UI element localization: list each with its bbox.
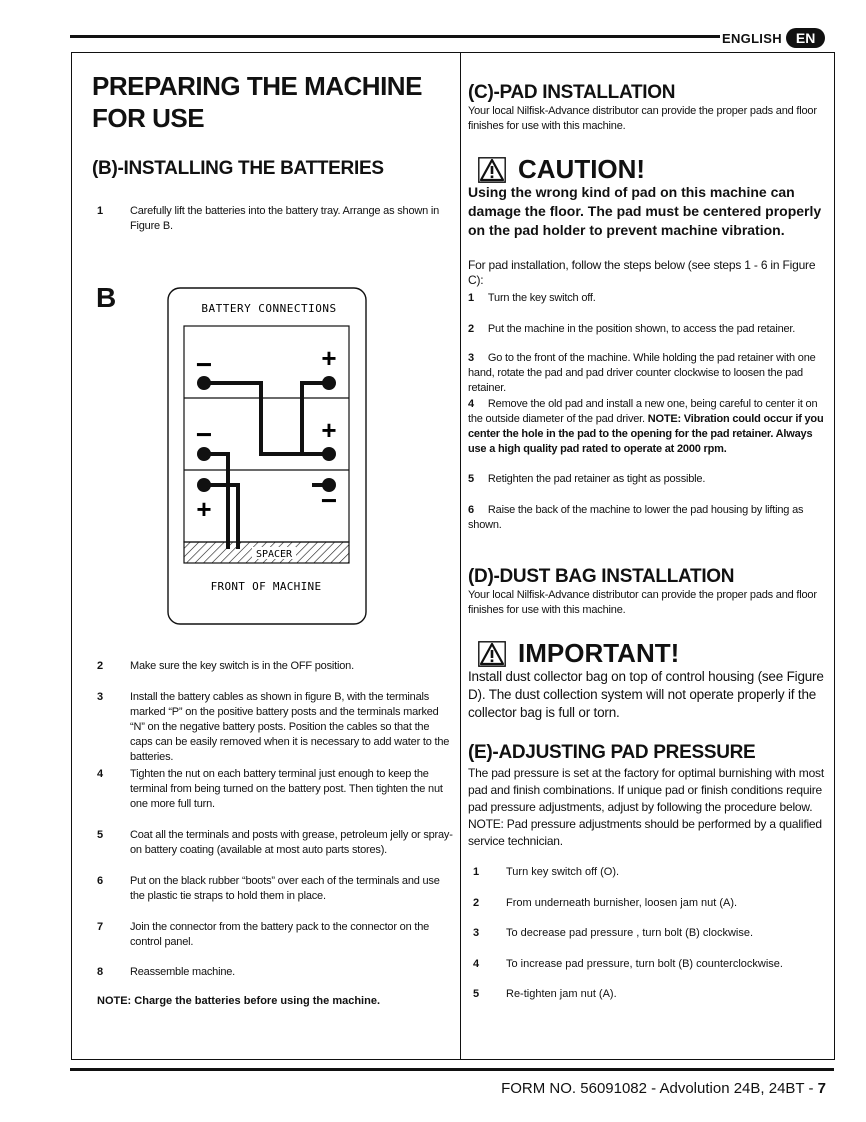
- positive-mark: +: [196, 494, 212, 524]
- step-text: Carefully lift the batteries into the battery tray. Arrange as shown in Figure B.: [130, 205, 440, 232]
- step-number: 4: [468, 398, 474, 410]
- important-text: Install dust collector bag on top of control housing (see Figure D). The dust collection system will not operate properly if the collector bag is full or torn.: [468, 669, 824, 720]
- battery-step: [97, 659, 453, 674]
- important-label: IMPORTANT!: [518, 638, 680, 668]
- caution-label: CAUTION!: [518, 154, 646, 184]
- negative-mark: −: [320, 485, 338, 516]
- bottom-rule: [70, 1068, 834, 1071]
- step-number: 5: [473, 988, 480, 1000]
- battery-step: [97, 690, 453, 765]
- step-number: 1: [473, 866, 480, 878]
- page-title-line2: FOR USE: [92, 103, 205, 133]
- warning-triangle-icon: [478, 157, 506, 183]
- step-number: 3: [473, 927, 480, 939]
- step-text: To increase pad pressure, turn bolt (B) counterclockwise.: [506, 958, 783, 970]
- figure-letter: B: [96, 282, 117, 313]
- step-number: 2: [468, 323, 474, 335]
- page-title-line1: PREPARING THE MACHINE: [92, 71, 422, 101]
- step-4-note: NOTE: Vibration could occur if you center the hole in the pad to the opening for the pad retainer. Always use a high quality pad rated to operate at 2000 rpm.: [468, 413, 824, 455]
- terminal-post: [197, 478, 211, 492]
- battery-connections-figure: [166, 286, 370, 626]
- battery-note: NOTE: Charge the batteries before using the machine.: [97, 995, 380, 1007]
- step-number: 6: [97, 875, 104, 887]
- step-text: Raise the back of the machine to lower the pad housing by lifting as shown.: [468, 504, 804, 531]
- language-label: ENGLISH: [722, 30, 782, 46]
- step-text: Turn key switch off (O).: [506, 866, 620, 878]
- pressure-step: [473, 987, 813, 1002]
- section-c-title: (C)-PAD INSTALLATION: [468, 82, 676, 103]
- important-heading: [478, 638, 679, 669]
- battery-step: [97, 767, 453, 812]
- step-text: Turn the key switch off.: [487, 292, 596, 304]
- section-e-title: (E)-ADJUSTING PAD PRESSURE: [468, 742, 756, 763]
- caution-text: Using the wrong kind of pad on this machine can damage the floor. The pad must be centered properly on the pad holder to prevent machine vibration.: [468, 184, 822, 238]
- step-text: Install the battery cables as shown in figure B, with the terminals marked “P” on the positive battery posts and the terminals marked “N” on the negative battery posts. Position the cables so that the caps can be easily removed when it is necessary to add water to the batteries.: [130, 691, 450, 763]
- step-number: 1: [97, 205, 104, 217]
- battery-step: [97, 828, 453, 858]
- step-number: 7: [97, 921, 104, 933]
- section-d-intro: Your local Nilfisk-Advance distributor can provide the proper pads and floor finishes for use with this machine.: [468, 589, 817, 616]
- pressure-step: [473, 865, 813, 880]
- battery-step: [97, 204, 453, 234]
- front-of-machine-label: FRONT OF MACHINE: [210, 580, 322, 593]
- section-d-title: (D)-DUST BAG INSTALLATION: [468, 566, 735, 587]
- step-text: Join the connector from the battery pack to the connector on the control panel.: [130, 921, 430, 948]
- pad-step: [468, 503, 824, 533]
- step-number: 4: [97, 768, 104, 780]
- step-text: Coat all the terminals and posts with grease, petroleum jelly or spray-on battery coating (available at most auto parts stores).: [130, 829, 453, 856]
- form-number: FORM NO. 56091082 - Advolution 24B, 24BT -: [501, 1080, 818, 1097]
- pressure-step: [473, 896, 813, 911]
- warning-triangle-icon: [478, 641, 506, 667]
- terminal-post: [322, 447, 336, 461]
- section-c-intro: Your local Nilfisk-Advance distributor can provide the proper pads and floor finishes for use with this machine.: [468, 105, 817, 132]
- page-title: [92, 70, 452, 134]
- terminal-post: [322, 376, 336, 390]
- pressure-step: [473, 926, 813, 941]
- step-text: Make sure the key switch is in the OFF position.: [130, 660, 354, 672]
- language-indicator: [722, 28, 825, 48]
- positive-mark: +: [321, 415, 337, 445]
- step-number: 3: [468, 352, 474, 364]
- step-text: To decrease pad pressure , turn bolt (B) clockwise.: [506, 927, 754, 939]
- caution-heading: [478, 154, 645, 185]
- step-text: Put the machine in the position shown, to access the pad retainer.: [487, 323, 796, 335]
- step-number: 5: [468, 473, 474, 485]
- battery-step: [97, 965, 453, 980]
- step-text: Re-tighten jam nut (A).: [506, 988, 617, 1000]
- column-divider: [460, 52, 461, 1060]
- step-number: 5: [97, 829, 104, 841]
- pad-step: [468, 322, 824, 337]
- step-text: Retighten the pad retainer as tight as possible.: [487, 473, 706, 485]
- step-text: Reassemble machine.: [130, 966, 236, 978]
- top-rule: [70, 35, 720, 38]
- step-text: Go to the front of the machine. While holding the pad retainer with one hand, rotate the pad and pad driver counter clockwise to loosen the pad retainer.: [468, 352, 816, 394]
- language-code-badge: EN: [786, 28, 825, 48]
- step-text: From underneath burnisher, loosen jam nut (A).: [506, 897, 738, 909]
- pad-step: [468, 351, 824, 396]
- pressure-step: [473, 957, 813, 972]
- step-number: 8: [97, 966, 104, 978]
- figure-title: BATTERY CONNECTIONS: [201, 302, 337, 315]
- step-number: 6: [468, 504, 474, 516]
- step-number: 4: [473, 958, 480, 970]
- page-footer: [501, 1080, 826, 1097]
- pad-step: [468, 291, 824, 306]
- pad-step: [468, 472, 824, 487]
- section-b-title: (B)-INSTALLING THE BATTERIES: [92, 158, 384, 179]
- pad-intro: For pad installation, follow the steps below (see steps 1 - 6 in Figure C):: [468, 258, 816, 287]
- spacer-label: SPACER: [255, 549, 293, 560]
- step-text: Remove the old pad and install a new one, being careful to center it on the outside diameter of the pad driver.: [468, 398, 818, 425]
- step-number: 1: [468, 292, 474, 304]
- step-text: Tighten the nut on each battery terminal just enough to keep the terminal from being turned on the battery post. Then tighten the nut one more full turn.: [130, 768, 443, 810]
- negative-mark: −: [195, 349, 213, 380]
- step-number: 2: [473, 897, 480, 909]
- pad-step: [468, 397, 824, 457]
- step-number: 2: [97, 660, 104, 672]
- step-text: Put on the black rubber “boots” over each of the terminals and use the plastic tie straps to hold them in place.: [130, 875, 440, 902]
- positive-mark: +: [321, 343, 337, 373]
- battery-step: [97, 920, 453, 950]
- section-e-intro: The pad pressure is set at the factory for optimal burnishing with most pad and finish combinations. If unique pad or finish conditions require pad pressure adjustments, adjust by following the procedure below. NOTE: Pad pressure adjustments should be performed by a qualified service technician.: [468, 766, 824, 848]
- page-number: 7: [817, 1080, 826, 1097]
- negative-mark: −: [195, 419, 213, 450]
- battery-step: [97, 874, 453, 904]
- step-number: 3: [97, 691, 104, 703]
